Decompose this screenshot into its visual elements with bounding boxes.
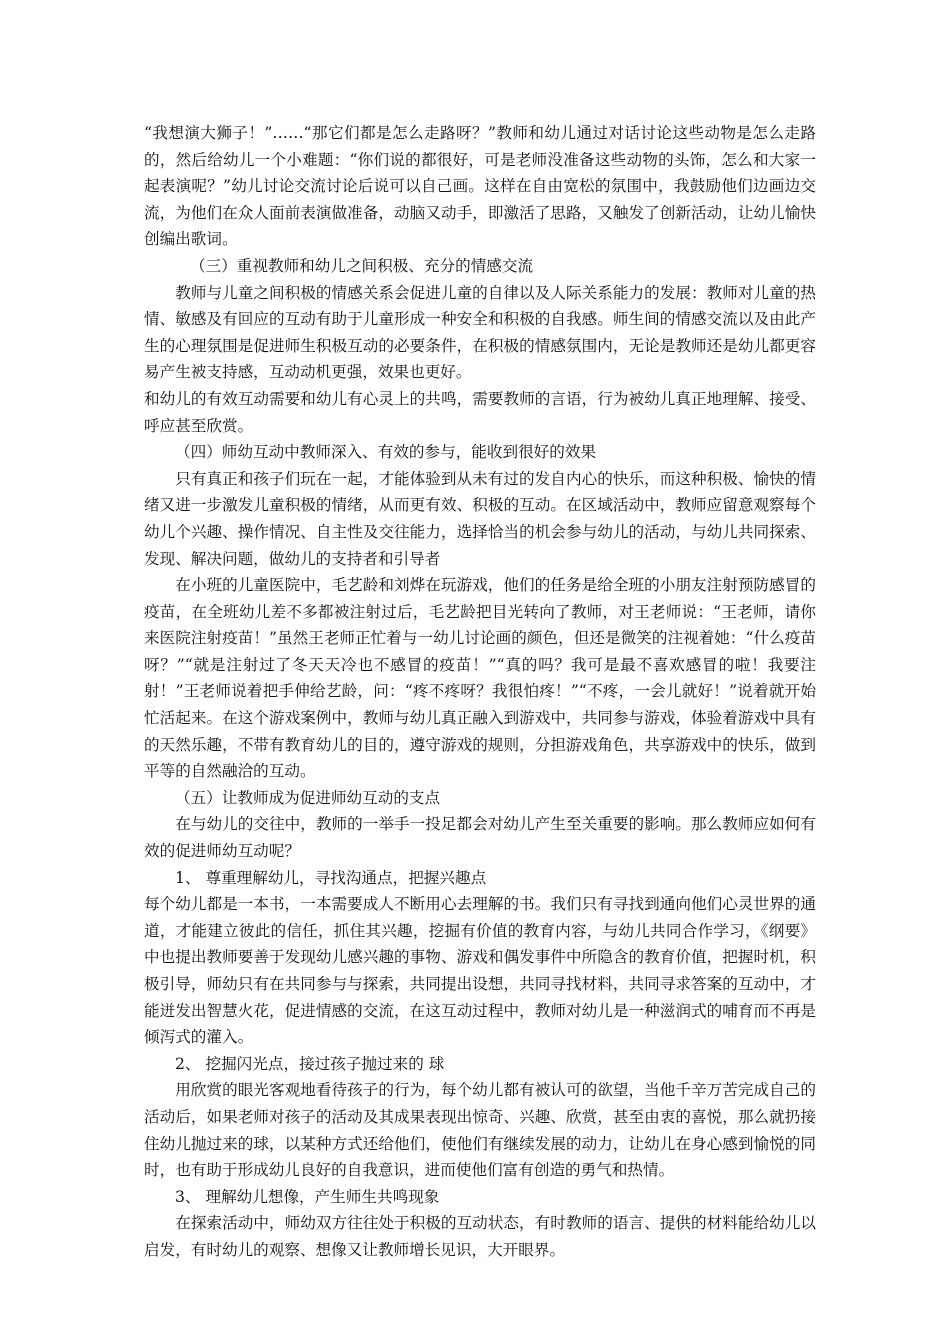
numbered-heading-2: 2、 挖掘闪光点，接过孩子抛过来的 球 [175, 1054, 445, 1073]
numbered-heading-1: 1、 尊重理解幼儿，寻找沟通点，把握兴趣点 [175, 868, 487, 887]
document-page [144, 120, 816, 1264]
paragraph-teacher-influence: 在与幼儿的交往中，教师的一举手一投足都会对幼儿产生至关重要的影响。那么教师应如何有效的促进师幼互动呢？ [144, 815, 816, 861]
paragraph-play-together: 只有真正和孩子们玩在一起，才能体验到从未有过的发自内心的快乐，而这种积极、愉快的情绪又进一步激发儿童积极的情绪，从而更有效、积极的互动。在区域活动中，教师应留意观察每个幼儿个兴趣、操作情况、自主性及交往能力，选择恰当的机会参与幼儿的活动，与幼儿共同探索、发现、解决问题，做幼儿的支持者和引导者 [144, 469, 816, 568]
paragraph-intro-continuation: “我想演大狮子！”……“那它们都是怎么走路呀？”教师和幼儿通过对话讨论这些动物是怎么走路的，然后给幼儿一个小难题：“你们说的都很好，可是老师没准备这些动物的头饰，怎么和大家一起表演呢？”幼儿讨论交流讨论后说可以自己画。这样在自由宽松的氛围中，我鼓励他们边画边交流，为他们在众人面前表演做准备，动脑又动手，即激活了思路，又触发了创新活动，让幼儿愉快创编出歌词。 [144, 124, 816, 249]
paragraph-effective-interaction: 和幼儿的有效互动需要和幼儿有心灵上的共鸣，需要教师的言语，行为被幼儿真正地理解、接受、呼应甚至欣赏。 [144, 389, 816, 435]
section-heading-3: （三）重视教师和幼儿之间积极、充分的情感交流 [190, 256, 534, 275]
paragraph-emotional-relationship: 教师与儿童之间积极的情感关系会促进儿童的自律以及人际关系能力的发展：教师对儿童的热情、敏感及有回应的互动有助于儿童形成一种安全和积极的自我感。师生间的情感交流以及由此产生的心理氛围是促进师生积极互动的必要条件，在积极的情感氛围内，无论是教师还是幼儿都更容易产生被支持感，互动动机更强，效果也更好。 [144, 283, 816, 382]
section-heading-5: （五）让教师成为促进师幼互动的支点 [175, 788, 441, 807]
section-heading-4: （四）师幼互动中教师深入、有效的参与，能收到很好的效果 [175, 443, 597, 462]
paragraph-appreciation: 用欣赏的眼光客观地看待孩子的行为，每个幼儿都有被认可的欲望，当他千辛万苦完成自己的活动后，如果老师对孩子的活动及其成果表现出惊奇、兴趣、欣赏，甚至由衷的喜悦，那么就扔接住幼儿抛过来的球，以某种方式还给他们，使他们有继续发展的动力，让幼儿在身心感到愉悦的同时，也有助于形成幼儿良好的自我意识，进而使他们富有创造的勇气和热情。 [144, 1081, 816, 1180]
paragraph-hospital-case: 在小班的儿童医院中，毛艺龄和刘烨在玩游戏，他们的任务是给全班的小朋友注射预防感冒的疫苗，在全班幼儿差不多都被注射过后，毛艺龄把目光转向了教师，对王老师说：“王老师，请你来医院注射疫苗！”虽然王老师正忙着与一幼儿讨论画的颜色，但还是微笑的注视着她：“什么疫苗呀？”“就是注射过了冬天天冷也不感冒的疫苗！”“真的吗？我可是最不喜欢感冒的啦！我要注射！”王老师说着把手伸给艺龄，问：“疼不疼呀？我很怕疼！”“不疼，一会儿就好！”说着就开始忙活起来。在这个游戏案例中，教师与幼儿真正融入到游戏中，共同参与游戏，体验着游戏中具有的天然乐趣，不带有教育幼儿的目的，遵守游戏的规则，分担游戏角色，共享游戏中的快乐，做到平等的自然融洽的互动。 [144, 576, 816, 781]
numbered-heading-3: 3、 理解幼儿想像，产生师生共鸣现象 [175, 1187, 440, 1206]
paragraph-understand-children: 每个幼儿都是一本书，一本需要成人不断用心去理解的书。我们只有寻找到通向他们心灵世界的通道，才能建立彼此的信任，抓住其兴趣，挖掘有价值的教育内容，与幼儿共同合作学习，《纲要》中也提出教师要善于发现幼儿感兴趣的事物、游戏和偶发事件中所隐含的教育价值，把握时机，积极引导，师幼只有在共同参与与探索，共同提出设想，共同寻找材料，共同寻求答案的互动中，才能迸发出智慧火花，促进情感的交流，在这互动过程中，教师对幼儿是一种滋润式的哺育而不再是倾泻式的灌入。 [144, 895, 816, 1047]
paragraph-exploration: 在探索活动中，师幼双方往往处于积极的互动状态，有时教师的语言、提供的材料能给幼儿以启发，有时幼儿的观察、想像又让教师增长见识，大开眼界。 [144, 1214, 816, 1259]
